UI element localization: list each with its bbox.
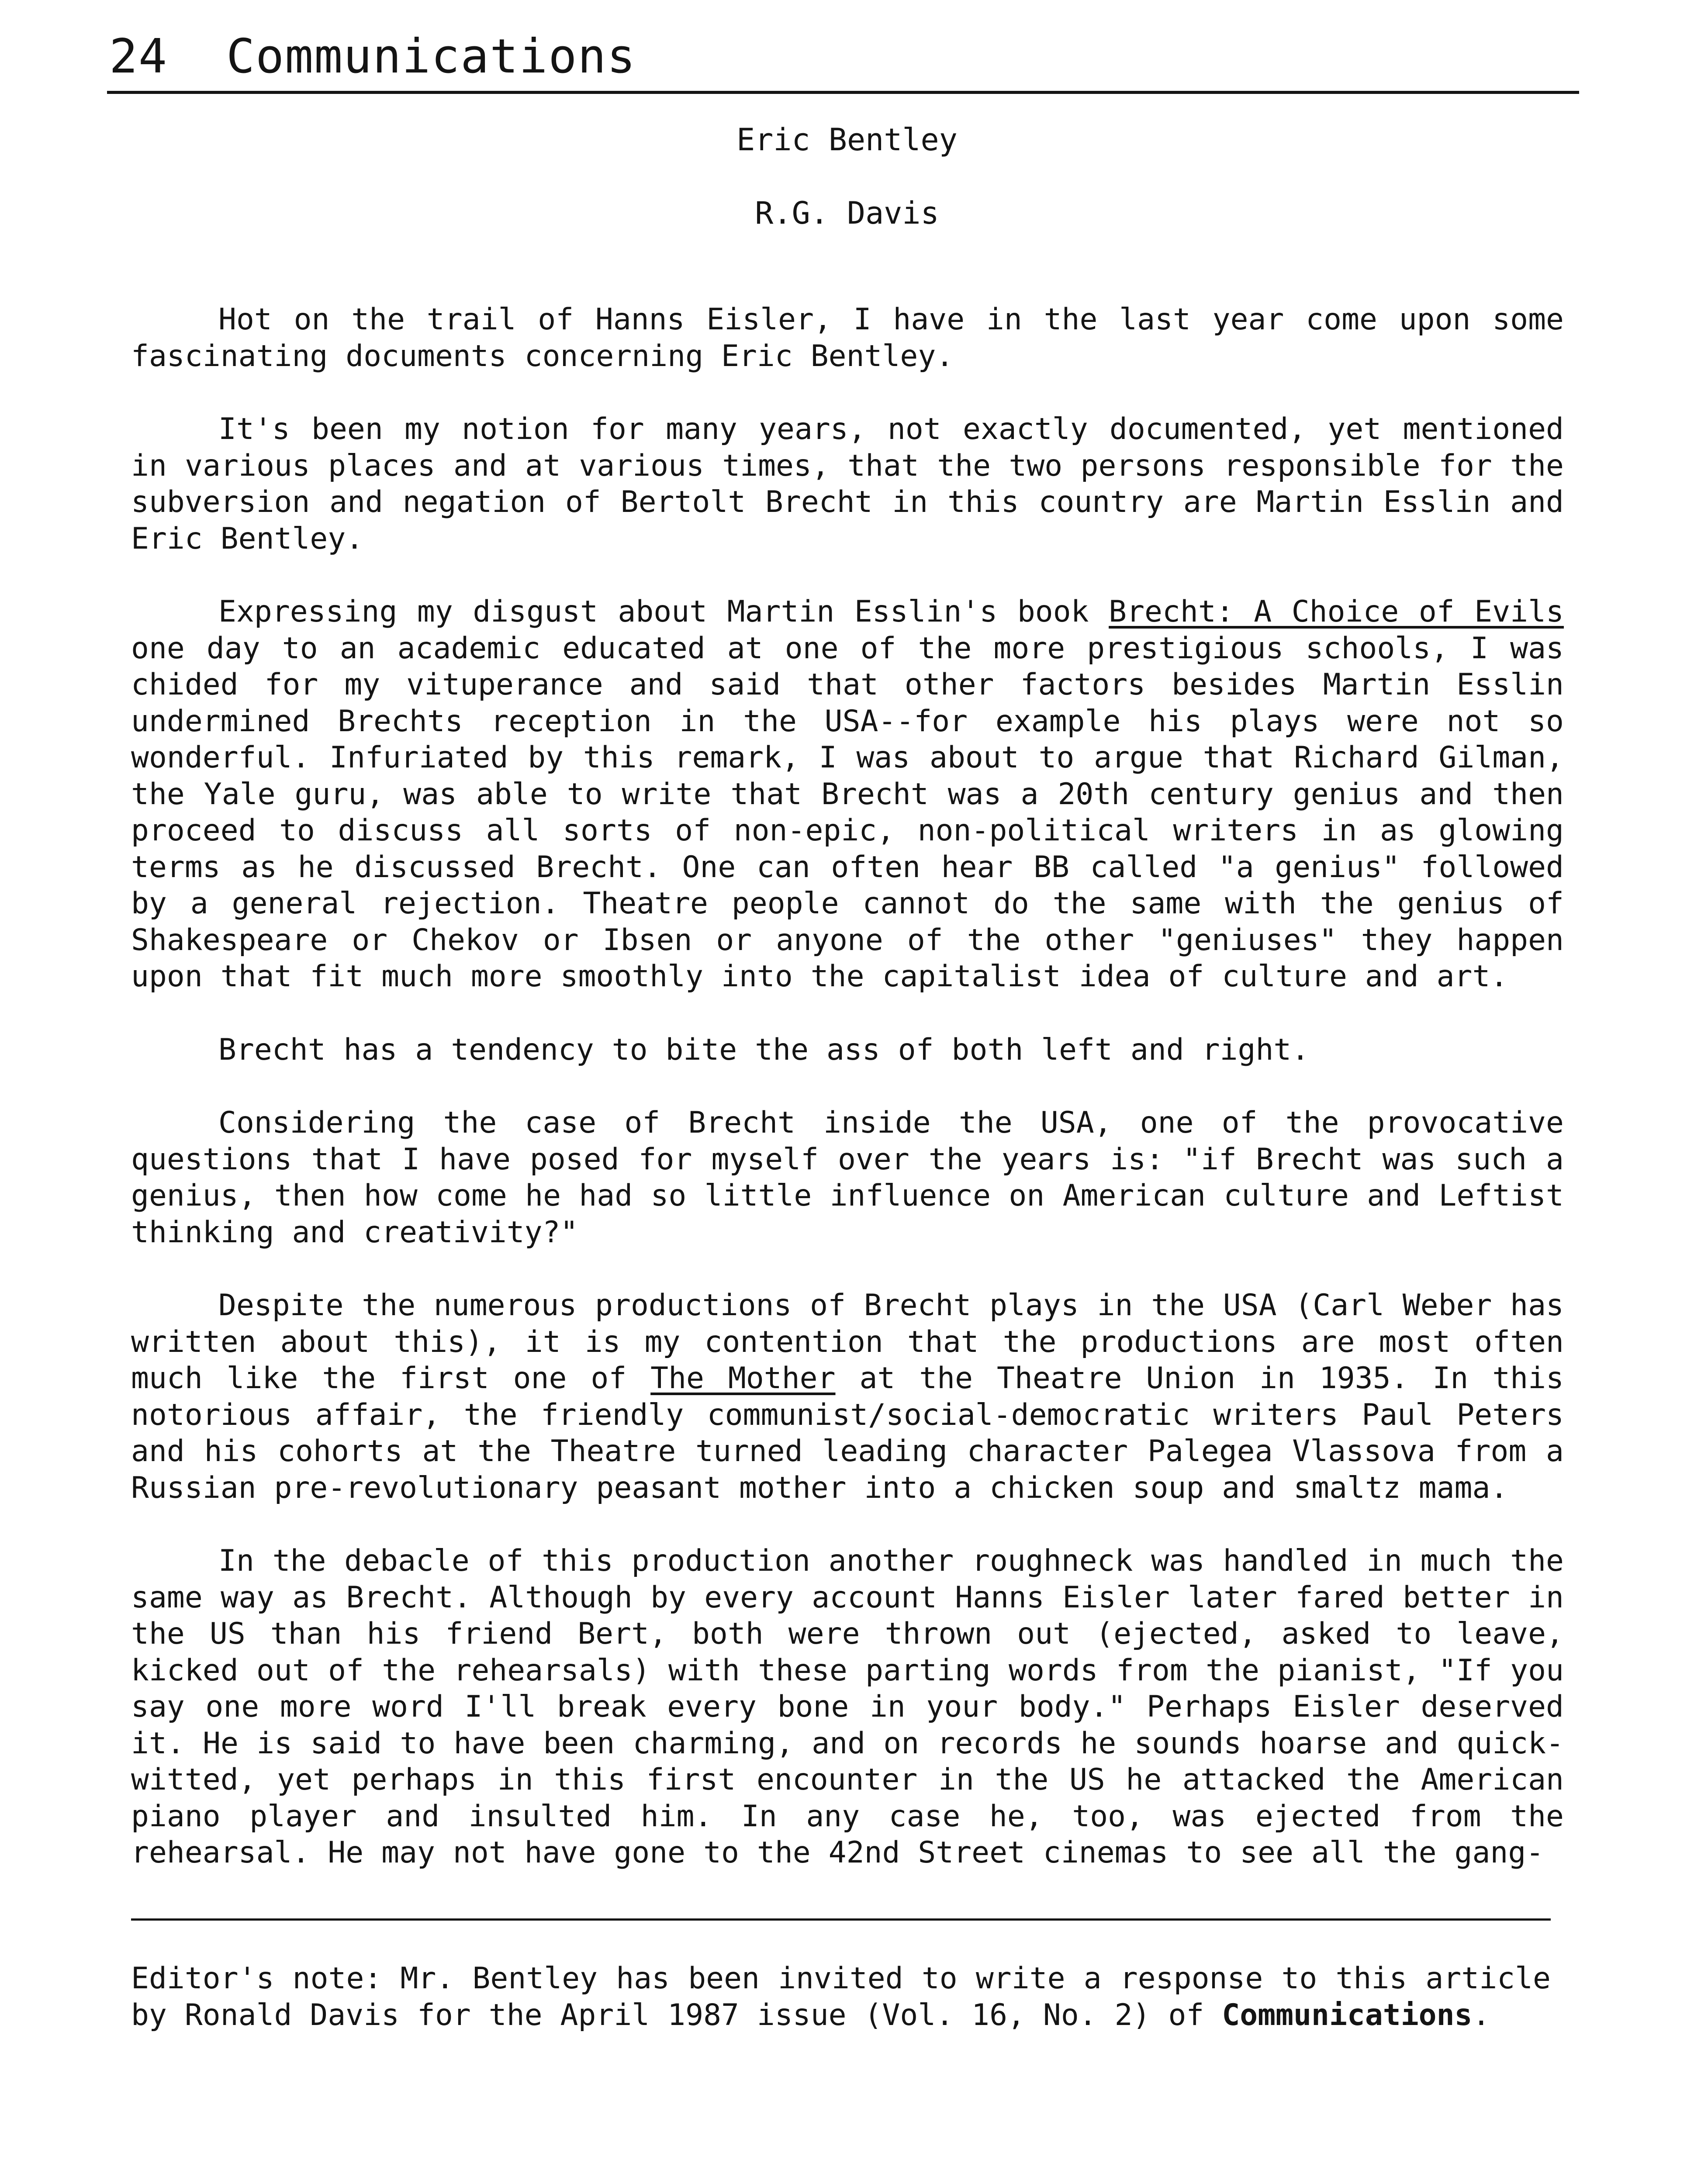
editors-note-end: .: [1472, 1997, 1490, 2032]
paragraph-4: [131, 1032, 1564, 1068]
header-divider: [107, 91, 1579, 94]
paragraph-text: It's been my notion for many years, not exactly documented, yet mentioned in various places and at various times, that the two persons responsible for the subversion and negation of Bertolt Brecht in this country are Martin Esslin and Eric Bentley.: [131, 412, 1564, 556]
editors-note: [131, 1960, 1551, 2033]
paragraph-text: Hot on the trail of Hanns Eisler, I have in the last year come upon some fascinating documents concerning Eric Bentley.: [131, 302, 1564, 373]
paragraph-text: one day to an academic educated at one of the more prestigious schools, I was chided for my vituperance and said that other factors besides Martin Esslin undermined Brechts reception in the USA--for example his plays were not so wonderful. Infuriated by this remark, I was about to argue that Richard Gilman, the Yale guru, was able to write that Brecht was a 20th century genius and then proceed to discuss all sorts of non-epic, non-political writers in as glowing terms as he discussed Brecht. One can often hear BB called "a genius" followed by a general rejection. Theatre people cannot do the same with the genius of Shakespeare or Chekov or Ibsen or anyone of the other "geniuses" they happen upon that fit much more smoothly into the capitalist idea of culture and art.: [131, 631, 1564, 994]
paragraph-5: [131, 1105, 1564, 1251]
running-header: [109, 22, 1577, 92]
paragraph-7: [131, 1543, 1564, 1871]
publication-name: Communications: [1222, 1997, 1473, 2032]
article-title: Eric Bentley: [736, 122, 958, 158]
paragraph-6: [131, 1287, 1564, 1506]
play-title: The Mother: [650, 1361, 836, 1396]
book-title: Brecht: A Choice of Evils: [1109, 594, 1564, 629]
article-author: R.G. Davis: [755, 195, 939, 231]
page-number: 24: [109, 29, 168, 84]
article-body: [131, 301, 1564, 1908]
paragraph-text: In the debacle of this production another roughneck was handled in much the same way as Brecht. Although by every account Hanns Eisler later fared better in the US than his friend Bert, both were thrown out (ejected, asked to leave, kicked out of the rehearsals) with these parting words from the pianist, "If you say one more word I'll break every bone in your body." Perhaps Eisler deserved it. He is said to have been charming, and on records he sounds hoarse and quick-witted, yet perhaps in this first encounter in the US he attacked the American piano player and insulted him. In any case he, too, was ejected from the rehearsal. He may not have gone to the 42nd Street cinemas to see all the gang-: [131, 1544, 1564, 1870]
paragraph-2: [131, 411, 1564, 557]
paragraph-3: [131, 594, 1564, 995]
paragraph-1: [131, 301, 1564, 374]
paragraph-text: Despite the numerous productions of Brecht plays in the USA (Carl Weber has written about this), it is my contention that the productions are most often much like the first one of: [131, 1288, 1564, 1396]
paragraph-text: Expressing my disgust about Martin Esslin's book: [218, 594, 1109, 629]
footnote-divider: [131, 1918, 1551, 1921]
editors-note-text: Editor's note: Mr. Bentley has been invited to write a response to this article by Ronald Davis for the April 1987 issue (Vol. 16, No. 2) of: [131, 1961, 1551, 2032]
paragraph-text: at the Theatre Union in 1935. In this notorious affair, the friendly communist/social-democratic writers Paul Peters and his cohorts at the Theatre turned leading character Palegea Vlassova from a Russian pre-revolutionary peasant mother into a chicken soup and smaltz mama.: [131, 1361, 1564, 1505]
paragraph-text: Brecht has a tendency to bite the ass of both left and right.: [218, 1032, 1310, 1067]
section-title: Communications: [226, 29, 636, 84]
paragraph-text: Considering the case of Brecht inside the USA, one of the provocative questions that I have posed for myself over the years is: "if Brecht was such a genius, then how come he had so little influence on American culture and Leftist thinking and creativity?": [131, 1106, 1564, 1250]
